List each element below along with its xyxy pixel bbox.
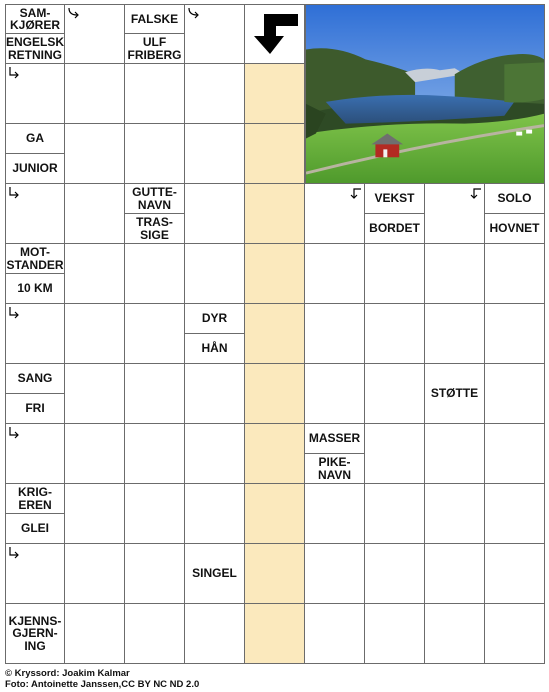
clue-han: HÅN xyxy=(185,334,245,364)
answer-cell[interactable] xyxy=(185,244,245,304)
photo-credit: Foto: Antoinette Janssen,CC BY NC ND 2.0 xyxy=(5,679,200,690)
clue-kjenningjerning: KJENNS- GJERN- ING xyxy=(5,604,65,664)
bent-arrow-icon xyxy=(469,186,483,200)
clue-samkjorer: SAM- KJØRER xyxy=(5,4,65,34)
answer-cell[interactable] xyxy=(185,484,245,544)
solution-cell[interactable] xyxy=(245,544,305,604)
answer-cell[interactable] xyxy=(65,364,125,424)
answer-cell[interactable] xyxy=(185,124,245,184)
answer-cell[interactable] xyxy=(65,604,125,664)
answer-cell[interactable] xyxy=(125,364,185,424)
author-credit: © Kryssord: Joakim Kalmar xyxy=(5,668,130,679)
solution-cell[interactable] xyxy=(245,424,305,484)
solution-cell[interactable] xyxy=(245,184,305,244)
answer-cell[interactable] xyxy=(125,304,185,364)
bent-arrow-icon xyxy=(349,186,363,200)
answer-cell[interactable] xyxy=(365,364,425,424)
clue-trassige: TRAS- SIGE xyxy=(125,214,185,244)
answer-cell[interactable] xyxy=(125,424,185,484)
answer-cell[interactable] xyxy=(305,544,365,604)
clue-krigeren: KRIG- EREN xyxy=(5,484,65,514)
clue-solo: SOLO xyxy=(485,184,545,214)
clue-glei: GLEI xyxy=(5,514,65,544)
solution-cell[interactable] xyxy=(245,64,305,124)
answer-cell[interactable] xyxy=(485,544,545,604)
answer-cell[interactable] xyxy=(365,304,425,364)
answer-cell[interactable] xyxy=(425,304,485,364)
answer-cell[interactable] xyxy=(365,244,425,304)
answer-cell[interactable] xyxy=(185,184,245,244)
answer-cell[interactable] xyxy=(125,544,185,604)
answer-cell[interactable] xyxy=(65,64,125,124)
bent-arrow-icon xyxy=(7,186,21,200)
clue-engelsk-retning: ENGELSK RETNING xyxy=(5,34,65,64)
answer-cell[interactable] xyxy=(485,484,545,544)
bent-arrow-icon xyxy=(7,306,21,320)
answer-cell[interactable] xyxy=(125,64,185,124)
answer-cell[interactable] xyxy=(65,244,125,304)
clue-motstander: MOT- STANDER xyxy=(5,244,65,274)
answer-cell[interactable] xyxy=(185,364,245,424)
clue-vekst: VEKST xyxy=(365,184,425,214)
answer-cell[interactable] xyxy=(425,604,485,664)
answer-cell[interactable] xyxy=(305,304,365,364)
answer-cell[interactable] xyxy=(125,244,185,304)
bent-arrow-icon xyxy=(7,426,21,440)
answer-cell[interactable] xyxy=(485,364,545,424)
bent-arrow-icon xyxy=(7,546,21,560)
bent-arrow-icon xyxy=(187,6,201,20)
answer-cell[interactable] xyxy=(65,484,125,544)
landscape-photo xyxy=(305,4,545,184)
solution-cell[interactable] xyxy=(245,364,305,424)
solution-cell[interactable] xyxy=(245,604,305,664)
answer-cell[interactable] xyxy=(485,304,545,364)
bent-arrow-icon xyxy=(7,66,21,80)
solution-cell[interactable] xyxy=(245,304,305,364)
answer-cell[interactable] xyxy=(425,244,485,304)
answer-cell[interactable] xyxy=(185,604,245,664)
answer-cell[interactable] xyxy=(305,244,365,304)
bent-arrow-icon xyxy=(67,6,81,20)
answer-cell[interactable] xyxy=(485,244,545,304)
clue-10-km: 10 KM xyxy=(5,274,65,304)
answer-cell[interactable] xyxy=(425,544,485,604)
solution-cell[interactable] xyxy=(245,124,305,184)
clue-masser: MASSER xyxy=(305,424,365,454)
answer-cell[interactable] xyxy=(125,604,185,664)
answer-cell[interactable] xyxy=(485,604,545,664)
clue-ga: GA xyxy=(5,124,65,154)
answer-cell[interactable] xyxy=(365,604,425,664)
clue-sang: SANG xyxy=(5,364,65,394)
clue-ulf-friberg: ULF FRIBERG xyxy=(125,34,185,64)
answer-cell[interactable] xyxy=(425,424,485,484)
answer-cell[interactable] xyxy=(125,484,185,544)
clue-bordet: BORDET xyxy=(365,214,425,244)
clue-singel: SINGEL xyxy=(185,544,245,604)
answer-cell[interactable] xyxy=(65,124,125,184)
answer-cell[interactable] xyxy=(305,604,365,664)
clue-dyr: DYR xyxy=(185,304,245,334)
answer-cell[interactable] xyxy=(365,544,425,604)
clue-fri: FRI xyxy=(5,394,65,424)
answer-cell[interactable] xyxy=(65,544,125,604)
clue-guttenavn: GUTTE- NAVN xyxy=(125,184,185,214)
answer-cell[interactable] xyxy=(65,304,125,364)
answer-cell[interactable] xyxy=(305,364,365,424)
clue-falske: FALSKE xyxy=(125,4,185,34)
answer-cell[interactable] xyxy=(185,424,245,484)
thick-arrow-down-left-icon xyxy=(246,6,302,58)
clue-junior: JUNIOR xyxy=(5,154,65,184)
solution-cell[interactable] xyxy=(245,244,305,304)
solution-cell[interactable] xyxy=(245,484,305,544)
answer-cell[interactable] xyxy=(65,424,125,484)
clue-pikenavn: PIKE- NAVN xyxy=(305,454,365,484)
answer-cell[interactable] xyxy=(65,184,125,244)
answer-cell[interactable] xyxy=(305,484,365,544)
clue-hovnet: HOVNET xyxy=(485,214,545,244)
answer-cell[interactable] xyxy=(365,484,425,544)
answer-cell[interactable] xyxy=(185,64,245,124)
clue-stotte: STØTTE xyxy=(425,364,485,424)
answer-cell[interactable] xyxy=(485,424,545,484)
answer-cell[interactable] xyxy=(365,424,425,484)
answer-cell[interactable] xyxy=(125,124,185,184)
answer-cell[interactable] xyxy=(425,484,485,544)
